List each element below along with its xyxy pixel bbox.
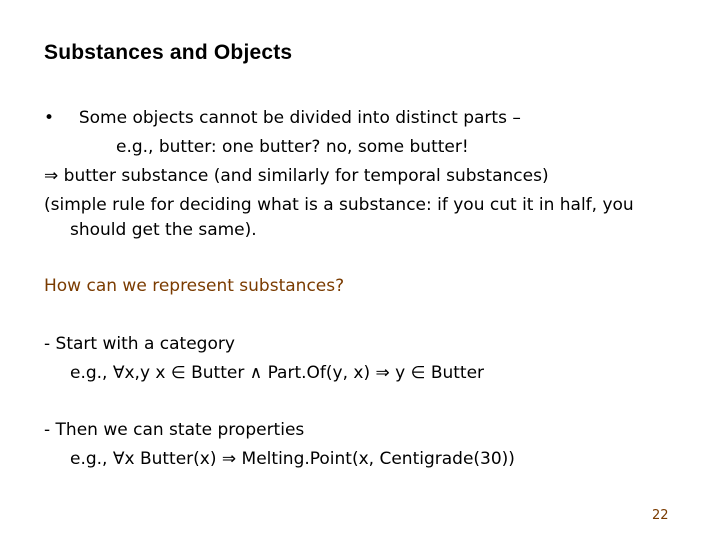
page-number: 22 bbox=[652, 508, 669, 523]
bullet-marker: • bbox=[44, 108, 55, 128]
rule-line: (simple rule for deciding what is a substance: if you cut it in half, you bbox=[44, 195, 634, 215]
rule-line-continued: should get the same). bbox=[70, 220, 257, 240]
category-line: - Start with a category bbox=[44, 334, 235, 354]
implication-text: butter substance (and similarly for temporal substances) bbox=[63, 166, 549, 186]
category-formula: e.g., ∀x,y x ∈ Butter ∧ Part.Of(y, x) ⇒ y ∈ Butter bbox=[70, 363, 485, 383]
implies-symbol: ⇒ bbox=[44, 166, 59, 186]
implication-line bbox=[44, 166, 549, 186]
properties-formula: e.g., ∀x Butter(x) ⇒ Melting.Point(x, Centigrade(30)) bbox=[70, 449, 515, 469]
bullet-text: Some objects cannot be divided into distinct parts – bbox=[78, 108, 521, 128]
bullet-line bbox=[44, 108, 521, 128]
example-line: e.g., butter: one butter? no, some butter! bbox=[116, 137, 469, 157]
properties-line: - Then we can state properties bbox=[44, 420, 305, 440]
question-line: How can we represent substances? bbox=[44, 276, 345, 296]
page-title: Substances and Objects bbox=[44, 41, 293, 64]
